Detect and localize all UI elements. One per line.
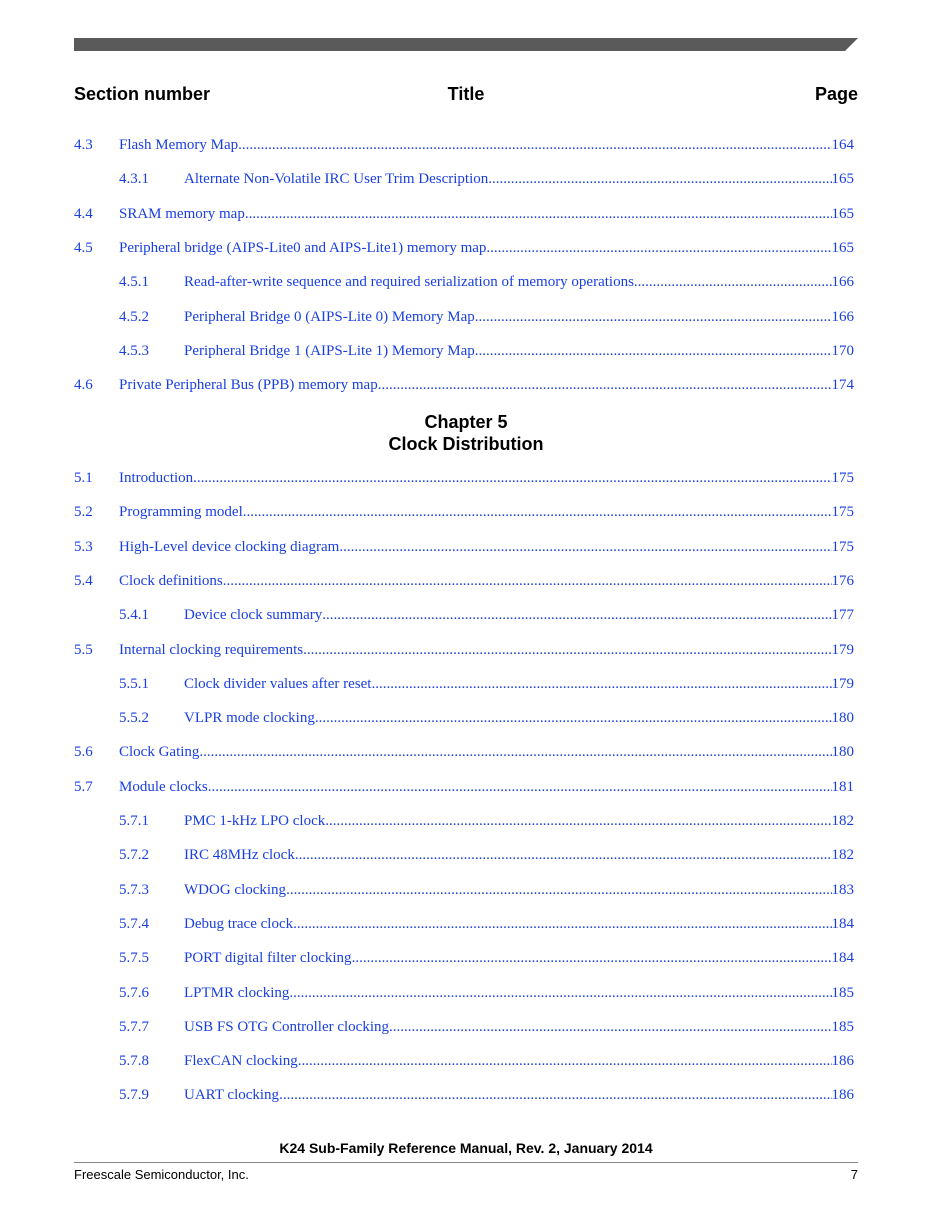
toc-entry[interactable]	[74, 1087, 854, 1107]
toc-entry-page[interactable]: 182	[831, 847, 854, 864]
toc-dot-leader	[486, 240, 831, 257]
toc-entry-page[interactable]: 184	[831, 950, 854, 967]
toc-entry[interactable]	[74, 607, 854, 627]
toc-entry-title[interactable]: Private Peripheral Bus (PPB) memory map	[119, 377, 378, 394]
section-number-heading: Section number	[74, 84, 211, 104]
toc-dot-leader	[378, 377, 832, 394]
toc-entry-number[interactable]: 5.7.2	[119, 847, 149, 864]
toc-entry-page[interactable]: 180	[831, 710, 854, 727]
toc-entry-title[interactable]: Programming model	[119, 504, 243, 521]
toc-entry[interactable]	[74, 676, 854, 696]
toc-entry-number[interactable]: 4.3.1	[119, 171, 149, 188]
toc-dot-leader	[322, 607, 831, 624]
toc-entry-page[interactable]: 177	[831, 607, 854, 624]
toc-entry-title[interactable]: Introduction	[119, 470, 194, 486]
toc-entry-link[interactable]	[184, 950, 854, 967]
toc-entry-number[interactable]: 5.7.5	[119, 950, 149, 967]
toc-entry[interactable]	[74, 744, 854, 764]
toc-entry[interactable]	[74, 343, 854, 363]
top-decorative-bar	[74, 38, 858, 51]
toc-dot-leader	[223, 573, 832, 590]
toc-entry-link[interactable]	[184, 847, 854, 864]
toc-entry-page[interactable]: 185	[831, 984, 854, 1001]
toc-entry-link[interactable]	[184, 1019, 854, 1036]
toc-entry-title[interactable]: Read-after-write sequence and required serialization of memory operations	[184, 274, 634, 291]
toc-entry-number[interactable]: 4.4	[74, 205, 93, 222]
toc-entry-link[interactable]	[184, 985, 854, 1002]
toc-dot-leader	[289, 985, 831, 1002]
toc-entry-title[interactable]: PORT digital filter clocking	[184, 950, 352, 967]
toc-entry-page[interactable]: 165	[831, 205, 854, 222]
toc-entry-number[interactable]: 5.7.7	[119, 1018, 149, 1035]
toc-dot-leader	[315, 710, 832, 727]
chapter-heading	[74, 411, 858, 455]
toc-entry-title[interactable]: FlexCAN clocking	[184, 1053, 298, 1070]
toc-entry-number[interactable]: 4.5	[74, 239, 93, 256]
toc-entry[interactable]	[74, 206, 854, 226]
toc-entry-link[interactable]	[184, 813, 854, 830]
toc-entry[interactable]	[74, 309, 854, 329]
toc-dot-leader	[208, 779, 832, 796]
toc-entry-title[interactable]: PMC 1-kHz LPO clock	[184, 813, 326, 829]
toc-entry-link[interactable]	[119, 377, 854, 394]
toc-entry-page[interactable]: 182	[831, 813, 854, 829]
toc-dot-leader	[389, 1019, 832, 1036]
toc-entry-link[interactable]	[119, 573, 854, 590]
toc-entry[interactable]	[74, 882, 854, 902]
toc-column-header	[74, 84, 858, 108]
toc-dot-leader	[293, 916, 831, 933]
toc-entry-number[interactable]: 5.7	[74, 778, 93, 795]
chapter-title: Clock Distribution	[388, 434, 544, 454]
toc-entry-link[interactable]	[184, 171, 854, 188]
toc-entry-title[interactable]: Internal clocking requirements	[119, 641, 304, 658]
toc-entry-link[interactable]	[184, 710, 854, 727]
toc-entry-link[interactable]	[119, 504, 854, 521]
footer-page-number: 7	[850, 1167, 858, 1182]
toc-entry-title[interactable]: Debug trace clock	[184, 915, 294, 932]
toc-entry-page[interactable]: 179	[831, 675, 854, 692]
toc-entry[interactable]	[74, 171, 854, 191]
toc-entry-link[interactable]	[119, 539, 854, 556]
toc-dot-leader	[488, 171, 831, 188]
toc-entry-link[interactable]	[184, 916, 854, 933]
toc-entry-number[interactable]: 5.6	[74, 744, 93, 761]
toc-entry-title[interactable]: Alternate Non-Volatile IRC User Trim Description	[184, 171, 489, 188]
toc-dot-leader	[193, 470, 831, 487]
toc-entry-page[interactable]: 164	[831, 137, 854, 153]
toc-entry-title[interactable]: LPTMR clocking	[184, 984, 290, 1001]
toc-entry-link[interactable]	[119, 779, 854, 796]
toc-entry[interactable]	[74, 950, 854, 970]
toc-entry-page[interactable]: 165	[831, 239, 854, 256]
toc-entry-number[interactable]: 5.1	[74, 470, 93, 486]
toc-entry[interactable]	[74, 137, 854, 157]
toc-entry-page[interactable]: 186	[831, 1053, 854, 1070]
toc-entry[interactable]	[74, 779, 854, 799]
toc-entry[interactable]	[74, 240, 854, 260]
toc-entry[interactable]	[74, 985, 854, 1005]
toc-entry-link[interactable]	[184, 607, 854, 624]
toc-dot-leader	[243, 504, 832, 521]
toc-entry[interactable]	[74, 470, 854, 490]
toc-dot-leader	[279, 1087, 831, 1104]
toc-entry-title[interactable]: SRAM memory map	[119, 205, 245, 222]
toc-entry-title[interactable]: Clock divider values after reset	[184, 675, 372, 692]
toc-entry-link[interactable]	[184, 882, 854, 899]
toc-entry[interactable]	[74, 813, 854, 833]
toc-entry-page[interactable]: 179	[831, 641, 854, 658]
toc-entry-link[interactable]	[184, 343, 854, 360]
toc-entry-page[interactable]: 165	[831, 171, 854, 188]
toc-entry-link[interactable]	[119, 642, 854, 659]
toc-entry-link[interactable]	[119, 470, 854, 487]
title-heading: Title	[447, 84, 485, 104]
toc-dot-leader	[371, 676, 831, 693]
toc-entry-page[interactable]: 181	[831, 778, 854, 795]
toc-entry-page[interactable]: 175	[831, 470, 854, 486]
toc-entry-title[interactable]: IRC 48MHz clock	[184, 847, 295, 864]
toc-entry[interactable]	[74, 710, 854, 730]
toc-dot-leader	[238, 137, 831, 154]
toc-dot-leader	[298, 1053, 832, 1070]
toc-entry[interactable]	[74, 573, 854, 593]
toc-entry-title[interactable]: Module clocks	[119, 778, 208, 795]
toc-dot-leader	[286, 882, 831, 899]
toc-entry-number[interactable]: 5.7.6	[119, 984, 149, 1001]
toc-entry-page[interactable]: 174	[831, 377, 854, 394]
toc-entry-page[interactable]: 184	[831, 915, 854, 932]
toc-entry[interactable]	[74, 377, 854, 397]
toc-entry-link[interactable]	[119, 137, 854, 154]
toc-entry-number[interactable]: 4.5.2	[119, 308, 149, 325]
toc-entry[interactable]	[74, 504, 854, 524]
toc-entry-number[interactable]: 5.7.1	[119, 813, 149, 829]
toc-dot-leader	[634, 274, 832, 291]
toc-entry-link[interactable]	[119, 240, 854, 257]
toc-entry-title[interactable]: High-Level device clocking diagram	[119, 538, 340, 555]
toc-entry-link[interactable]	[119, 206, 854, 223]
toc-entry-title[interactable]: Peripheral bridge (AIPS-Lite0 and AIPS-Lite1) memory map	[119, 239, 487, 256]
toc-entry[interactable]	[74, 274, 854, 294]
toc-entry-title[interactable]: Clock Gating	[119, 744, 200, 761]
toc-entry-number[interactable]: 5.7.4	[119, 915, 149, 932]
toc-dot-leader	[475, 343, 832, 360]
toc-entry-number[interactable]: 5.3	[74, 538, 93, 555]
toc-dot-leader	[295, 847, 832, 864]
toc-entry-link[interactable]	[184, 274, 854, 291]
toc-dot-leader	[245, 206, 832, 223]
toc-entry-number[interactable]: 4.6	[74, 377, 93, 394]
toc-entry-number[interactable]: 5.2	[74, 504, 93, 521]
toc-entry-title[interactable]: Flash Memory Map	[119, 137, 239, 153]
toc-entry-title[interactable]: Peripheral Bridge 1 (AIPS-Lite 1) Memory Map	[184, 342, 475, 359]
toc-entry-number[interactable]: 5.7.3	[119, 881, 149, 898]
toc-dot-leader	[325, 813, 831, 830]
toc-entry-number[interactable]: 5.4.1	[119, 607, 149, 624]
toc-entry-link[interactable]	[184, 1087, 854, 1104]
toc-entry-link[interactable]	[184, 676, 854, 693]
toc-entry-number[interactable]: 5.5.1	[119, 675, 149, 692]
toc-entry[interactable]	[74, 642, 854, 662]
toc-entry-number[interactable]: 5.7.9	[119, 1087, 149, 1104]
toc-entry-page[interactable]: 186	[831, 1087, 854, 1104]
toc-entry-page[interactable]: 176	[831, 572, 854, 589]
toc-entry-number[interactable]: 5.7.8	[119, 1053, 149, 1070]
toc-entry[interactable]	[74, 1053, 854, 1073]
toc-entry-page[interactable]: 166	[831, 274, 854, 291]
toc-entry[interactable]	[74, 1019, 854, 1039]
chapter-number: Chapter 5	[424, 412, 508, 432]
toc-entry-page[interactable]: 180	[831, 744, 854, 761]
toc-entry-title[interactable]: Clock definitions	[119, 572, 223, 589]
toc-entry-page[interactable]: 170	[831, 342, 854, 359]
toc-entry-number[interactable]: 4.5.1	[119, 274, 149, 291]
toc-entry-number[interactable]: 4.5.3	[119, 342, 149, 359]
toc-entry-title[interactable]: WDOG clocking	[184, 881, 287, 898]
toc-entry-page[interactable]: 175	[831, 504, 854, 521]
toc-dot-leader	[475, 309, 832, 326]
toc-entry[interactable]	[74, 847, 854, 867]
footer-company: Freescale Semiconductor, Inc.	[74, 1167, 249, 1182]
toc-entry-page[interactable]: 175	[831, 538, 854, 555]
toc-entry-number[interactable]: 5.5	[74, 641, 93, 658]
toc-entry-page[interactable]: 166	[831, 308, 854, 325]
toc-entry[interactable]	[74, 916, 854, 936]
toc-dot-leader	[199, 744, 831, 761]
toc-entry-title[interactable]: Peripheral Bridge 0 (AIPS-Lite 0) Memory Map	[184, 308, 475, 325]
toc-entry-title[interactable]: USB FS OTG Controller clocking	[184, 1018, 389, 1035]
footer-manual-title: K24 Sub-Family Reference Manual, Rev. 2, January 2014	[279, 1140, 653, 1156]
toc-entry-title[interactable]: VLPR mode clocking	[184, 710, 315, 727]
toc-entry-number[interactable]: 5.4	[74, 572, 93, 589]
toc-entry-title[interactable]: UART clocking	[184, 1087, 280, 1104]
toc-entry-title[interactable]: Device clock summary	[184, 607, 323, 624]
toc-dot-leader	[303, 642, 831, 659]
toc-dot-leader	[352, 950, 832, 967]
toc-entry-page[interactable]: 185	[831, 1018, 854, 1035]
toc-entry-number[interactable]: 4.3	[74, 137, 93, 153]
toc-entry-number[interactable]: 5.5.2	[119, 710, 149, 727]
toc-entry-link[interactable]	[119, 744, 854, 761]
footer-divider	[74, 1162, 858, 1163]
toc-entry-link[interactable]	[184, 309, 854, 326]
toc-entry-page[interactable]: 183	[831, 881, 854, 898]
page-heading: Page	[814, 84, 858, 104]
toc-entry[interactable]	[74, 539, 854, 559]
toc-entry-link[interactable]	[184, 1053, 854, 1070]
toc-dot-leader	[339, 539, 831, 556]
